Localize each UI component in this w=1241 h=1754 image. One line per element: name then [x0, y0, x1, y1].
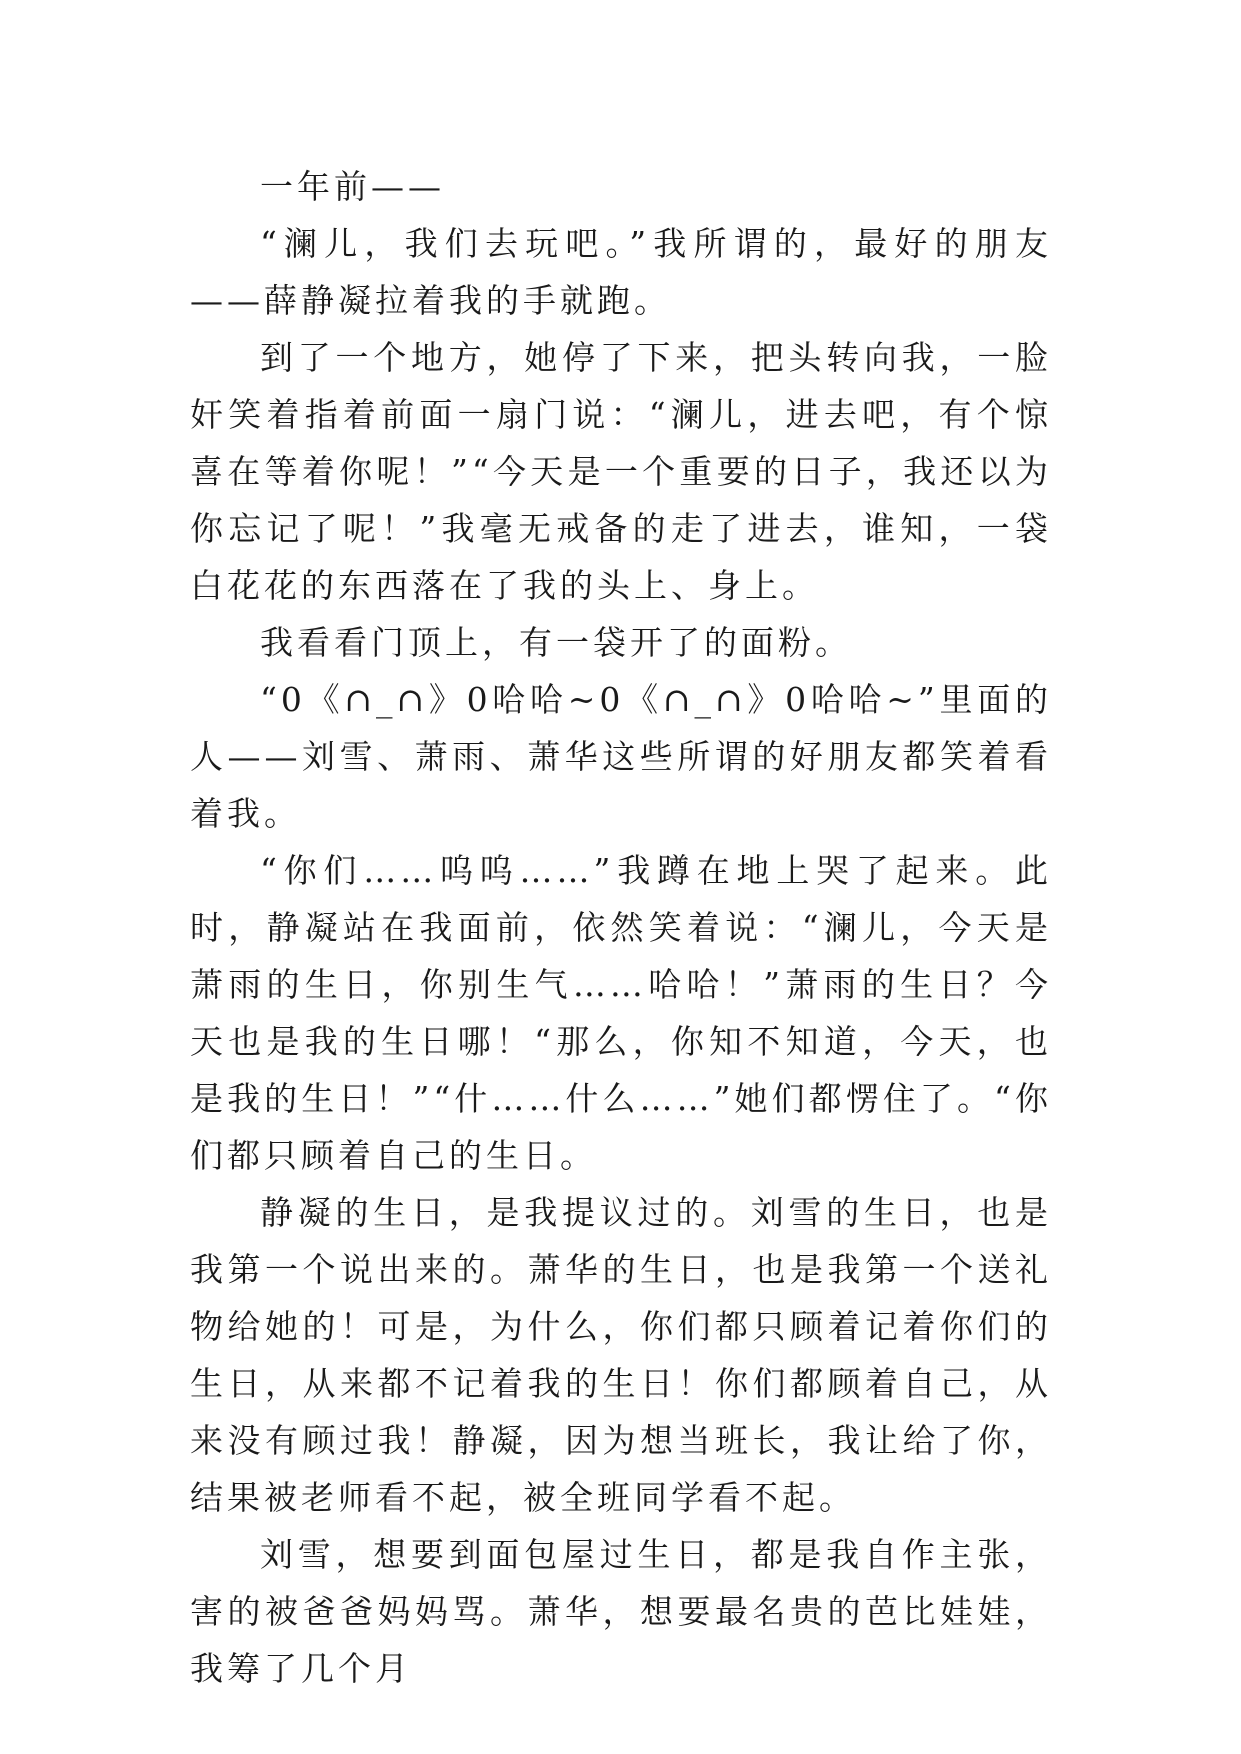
paragraph-2: “澜儿，我们去玩吧。”我所谓的，最好的朋友——薛静凝拉着我的手就跑。	[190, 224, 1052, 320]
paragraph-3: 到了一个地方，她停了下来，把头转向我，一脸奸笑着指着前面一扇门说：“澜儿，进去吧，有个惊喜在等着你呢！”“今天是一个重要的日子，我还以为你忘记了呢！”我毫无戒备的走了进去，谁知，一袋白花花的东西落在了我的头上、身上。	[190, 338, 1052, 605]
document-body	[190, 158, 1052, 1697]
paragraph-7: 静凝的生日，是我提议过的。刘雪的生日，也是我第一个说出来的。萧华的生日，也是我第一个送礼物给她的！可是，为什么，你们都只顾着记着你们的生日，从来都不记着我的生日！你们都顾着自己，从来没有顾过我！静凝，因为想当班长，我让给了你，结果被老师看不起，被全班同学看不起。	[190, 1193, 1052, 1517]
paragraph-8: 刘雪，想要到面包屋过生日，都是我自作主张，害的被爸爸妈妈骂。萧华，想要最名贵的芭比娃娃，我筹了几个月	[190, 1535, 1052, 1688]
paragraph-6: “你们……呜呜……”我蹲在地上哭了起来。此时，静凝站在我面前，依然笑着说：“澜儿，今天是萧雨的生日，你别生气……哈哈！”萧雨的生日？今天也是我的生日哪！“那么，你知不知道，今天，也是我的生日！”“什……什么……”她们都愣住了。“你们都只顾着自己的生日。	[190, 851, 1052, 1175]
paragraph-4: 我看看门顶上，有一袋开了的面粉。	[260, 623, 852, 662]
paragraph-5: “0《∩_∩》0哈哈~0《∩_∩》0哈哈~”里面的人——刘雪、萧雨、萧华这些所谓的好朋友都笑着看着我。	[190, 680, 1052, 833]
paragraph-1: 一年前——	[260, 167, 445, 206]
